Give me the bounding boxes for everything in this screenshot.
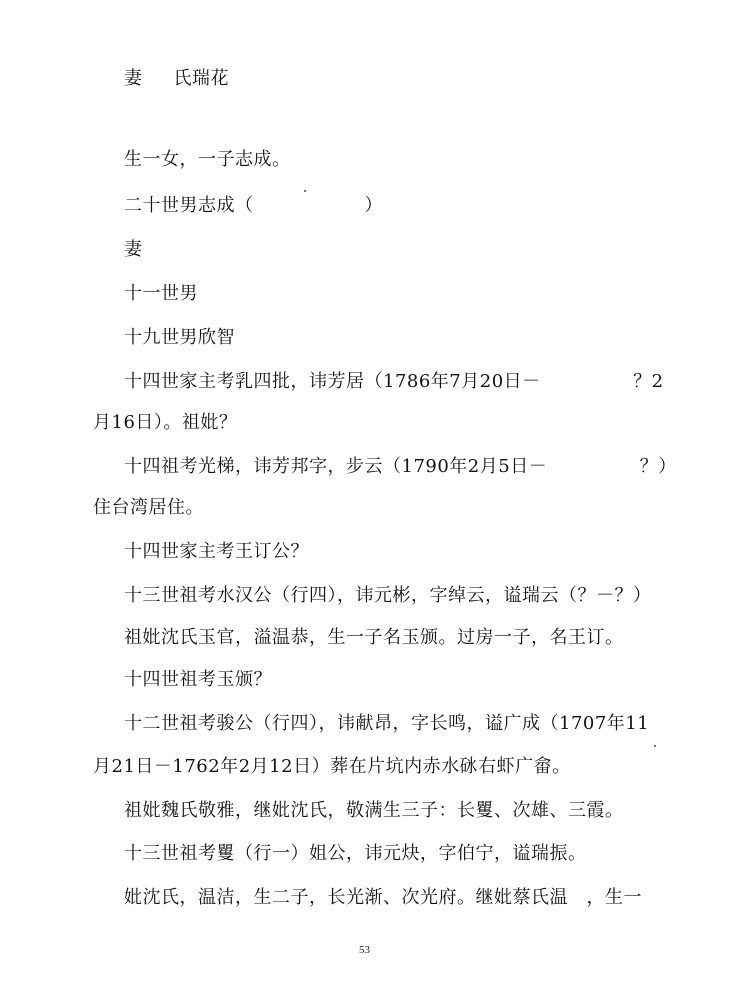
page-number: 53	[359, 944, 370, 956]
text-line-16: 月21日－1762年2月12日）葬在片坑内赤水砯右虾广畲。	[93, 756, 571, 777]
text-line-18: 十三世祖考矍（行一）姐公，讳元炔，字伯宁，谥瑞振。	[124, 843, 587, 864]
text-line-12: 十三世祖考水汉公（行四），讳元彬，字绰云，谥瑞云（？－？）	[124, 585, 652, 606]
text-line-8: 月16日）。祖妣？	[93, 412, 238, 433]
text-line-7: 十四世家主考乳四批，讳芳居（1786年7月20日－ ？2	[124, 371, 664, 392]
text-line-19: 妣沈氏，温洁，生二子，长光渐、次光府。继妣蔡氏温 ，生一	[124, 887, 642, 908]
scan-speck	[304, 190, 306, 192]
text-line-4: 妻	[124, 239, 143, 260]
text-line-14: 十四世祖考玉颁？	[124, 669, 272, 690]
text-line-13: 祖妣沈氏玉官，溢温恭，生一子名玉颁。过房一子，名王订。	[124, 627, 624, 648]
text-line-1: 妻 氏瑞花	[124, 68, 229, 89]
text-line-3: 二十世男志成（ ）	[124, 195, 383, 216]
text-line-11: 十四世家主考王订公？	[124, 541, 309, 562]
text-line-6: 十九世男欣智	[124, 327, 235, 348]
text-line-10: 住台湾居住。	[93, 497, 204, 518]
scan-speck	[654, 745, 656, 747]
text-line-9: 十四祖考光梯，讳芳邦字，步云（1790年2月5日－ ？）	[124, 456, 677, 477]
text-line-2: 生一女，一子志成。	[124, 149, 291, 170]
text-line-17: 祖妣魏氏敬雅，继妣沈氏，敬满生三子：长矍、次雄、三霞。	[124, 800, 624, 821]
text-line-5: 十一世男	[124, 283, 198, 304]
text-line-15: 十二世祖考骏公（行四），讳献昂，字长鸣，谥广成（1707年11	[124, 713, 650, 734]
